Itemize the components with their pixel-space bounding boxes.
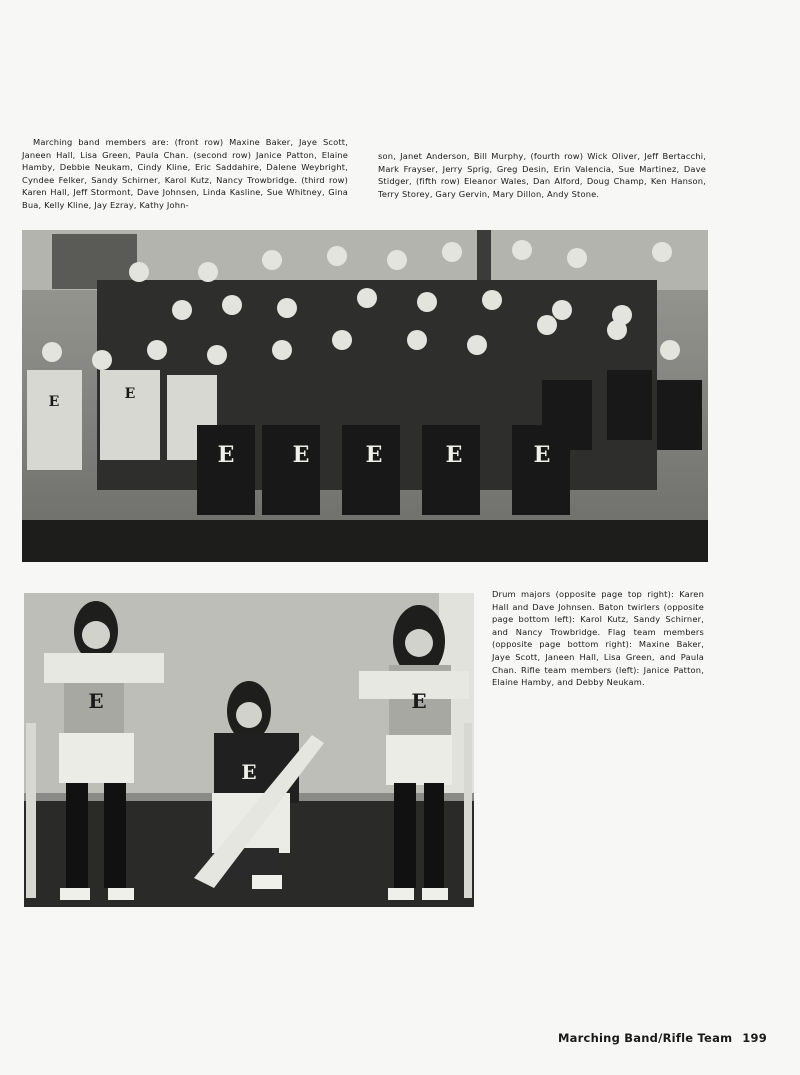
section-title: Marching Band/Rifle Team [557, 1031, 733, 1045]
drum-majors-caption: Drum majors (opposite page top right): Karen Hall and Dave Johnsen. Baton twirlers (opposite page bottom left): Karol Kutz, Sandy Schirner, and Nancy Trowbridge. Flag team members (opposite page bottom right): Maxine Baker, Jaye Scott, Janeen Hall, Lisa Green, and Paula Chan. Rifle team members (left): Janice Patton, Elaine Hamby, and Debby Neukam. [492, 589, 704, 688]
svg-text:E: E [48, 394, 60, 410]
page-footer [558, 1031, 767, 1045]
marching-band-group-photo [22, 230, 708, 562]
svg-text:E: E [292, 442, 310, 468]
rifle-photo-illustration [24, 593, 474, 907]
svg-text:E: E [88, 689, 104, 713]
svg-text:E: E [365, 442, 383, 468]
svg-text:E: E [124, 386, 136, 402]
band-members-caption-right: son, Janet Anderson, Bill Murphy, (fourth row) Wick Oliver, Jeff Bertacchi, Mark Frayser, Jerry Sprig, Greg Desin, Erin Valencia, Sue Martinez, Dave Stidger, (fifth row) Eleanor Wales, Dan Alford, Doug Champ, Ken Hanson, Terry Storey, Gary Gervin, Mary Dillon, Andy Stone. [378, 151, 706, 199]
rifle-team-photo [24, 593, 474, 907]
svg-text:E: E [533, 442, 551, 468]
svg-text:E: E [217, 442, 235, 468]
band-photo-illustration [22, 230, 708, 562]
svg-text:E: E [411, 689, 427, 713]
svg-text:E: E [241, 760, 257, 784]
page-number: 199 [742, 1031, 767, 1045]
band-members-caption-left: Marching band members are: (front row) Maxine Baker, Jaye Scott, Janeen Hall, Lisa Green, Paula Chan. (second row) Janice Patton, Elaine Hamby, Debbie Neukam, Cindy Kline, Eric Saddahire, Dalene Weybright, Cyndee Felker, Sandy Schirner, Karol Kutz, Nancy Trowbridge. (third row) Karen Hall, Jeff Stormont, Dave Johnsen, Linda Kasline, Sue Whitney, Gina Bua, Kelly Kline, Jay Ezray, Kathy John- [22, 137, 348, 210]
svg-text:E: E [445, 442, 463, 468]
